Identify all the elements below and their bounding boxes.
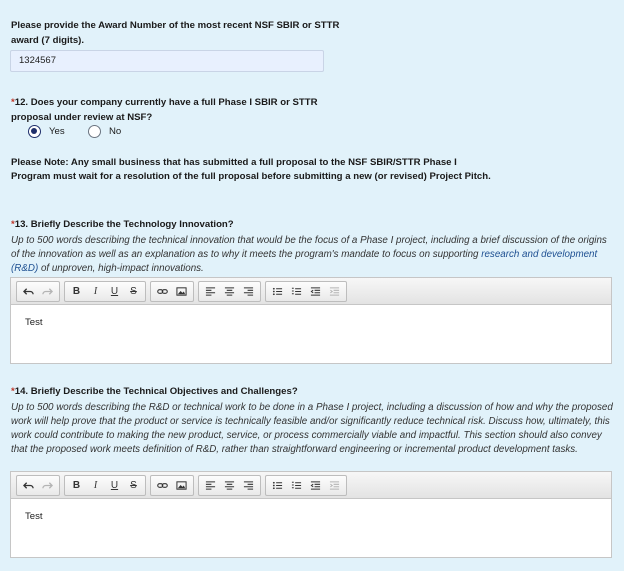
q14-question [11, 385, 298, 400]
no-radio[interactable] [88, 125, 101, 138]
required-asterisk: * [11, 97, 15, 108]
history-group [16, 281, 60, 302]
underline-button[interactable]: U [110, 285, 119, 297]
q13-question-text: 13. Briefly Describe the Technology Innovation? [14, 219, 234, 230]
align-left-icon[interactable] [201, 283, 220, 300]
list-group [265, 475, 347, 496]
q14-question-text: 14. Briefly Describe the Technical Objectives and Challenges? [14, 386, 298, 397]
numbered-list-icon[interactable] [287, 283, 306, 300]
q14-help-text: Up to 500 words describing the R&D or technical work to be done in a Phase I project, including a discussion of how and why the proposed work will help prove that the product or service is technically feasible and/or significantly reduce technical risk. Discuss how, ultimately, this work could contribute to making the new product, service, or process commercially viable and impactful. This section should also convey that the proposed work meets definition of R&D, rather than straightforward engineering or incremental product development tasks. [11, 402, 613, 455]
format-group [64, 475, 146, 496]
required-asterisk: * [11, 386, 15, 397]
insert-group [150, 281, 194, 302]
q14-editor-content[interactable]: Test [25, 511, 43, 522]
align-right-icon[interactable] [239, 283, 258, 300]
outdent-icon[interactable] [306, 477, 325, 494]
align-right-icon[interactable] [239, 477, 258, 494]
image-icon[interactable] [172, 283, 191, 300]
rd-link[interactable]: research and development (R&D) [11, 248, 598, 274]
redo-icon[interactable] [38, 283, 57, 300]
q12-option-yes[interactable] [28, 125, 65, 138]
q13-help-after: of unproven, high-impact innovations. [38, 262, 204, 274]
outdent-icon[interactable] [306, 283, 325, 300]
yes-label: Yes [49, 126, 65, 137]
align-group [198, 281, 261, 302]
italic-button[interactable]: I [93, 285, 98, 297]
align-group [198, 475, 261, 496]
redo-icon[interactable] [38, 477, 57, 494]
q13-help-before: Up to 500 words describing the technical innovation that would be the focus of a Phase I project, including a brief discussion of the origins of the innovation as well as an explanation as to why it meets the program's mandate to focus on supporting [11, 235, 607, 260]
image-icon[interactable] [172, 477, 191, 494]
align-center-icon[interactable] [220, 283, 239, 300]
strikethrough-button[interactable]: S [130, 479, 137, 491]
q14-rich-text-editor[interactable] [10, 471, 612, 558]
bullet-list-icon[interactable] [268, 477, 287, 494]
align-center-icon[interactable] [220, 477, 239, 494]
undo-icon[interactable] [19, 283, 38, 300]
history-group [16, 475, 60, 496]
q13-editor-content[interactable]: Test [25, 317, 43, 328]
required-asterisk: * [11, 219, 15, 230]
award-number-question: Please provide the Award Number of the most recent NSF SBIR or STTR award (7 digits). [11, 20, 340, 46]
yes-radio[interactable] [28, 125, 41, 138]
align-left-icon[interactable] [201, 477, 220, 494]
undo-icon[interactable] [19, 477, 38, 494]
format-group [64, 281, 146, 302]
insert-group [150, 475, 194, 496]
award-number-input[interactable]: 1324567 [10, 50, 324, 72]
link-icon[interactable] [153, 477, 172, 494]
indent-icon[interactable] [325, 477, 344, 494]
numbered-list-icon[interactable] [287, 477, 306, 494]
q13-rich-text-editor[interactable] [10, 277, 612, 364]
bullet-list-icon[interactable] [268, 283, 287, 300]
phase1-note: Please Note: Any small business that has submitted a full proposal to the NSF SBIR/STTR Phase I Program must wait for a resolution of the full proposal before submitting a new (or revised) Project Pitch. [11, 157, 491, 182]
bold-button[interactable]: B [72, 479, 81, 491]
q13-help-text [11, 234, 617, 276]
q12-option-no[interactable] [88, 125, 121, 138]
list-group [265, 281, 347, 302]
q13-question [11, 218, 234, 233]
indent-icon[interactable] [325, 283, 344, 300]
editor-toolbar [11, 278, 611, 305]
q12-question-text: 12. Does your company currently have a full Phase I SBIR or STTR proposal under review at NSF? [11, 97, 318, 123]
bold-button[interactable]: B [72, 285, 81, 297]
italic-button[interactable]: I [93, 479, 98, 491]
underline-button[interactable]: U [110, 479, 119, 491]
no-label: No [109, 126, 122, 137]
strikethrough-button[interactable]: S [130, 285, 137, 297]
link-icon[interactable] [153, 283, 172, 300]
editor-toolbar [11, 472, 611, 499]
q12-question [11, 96, 341, 125]
